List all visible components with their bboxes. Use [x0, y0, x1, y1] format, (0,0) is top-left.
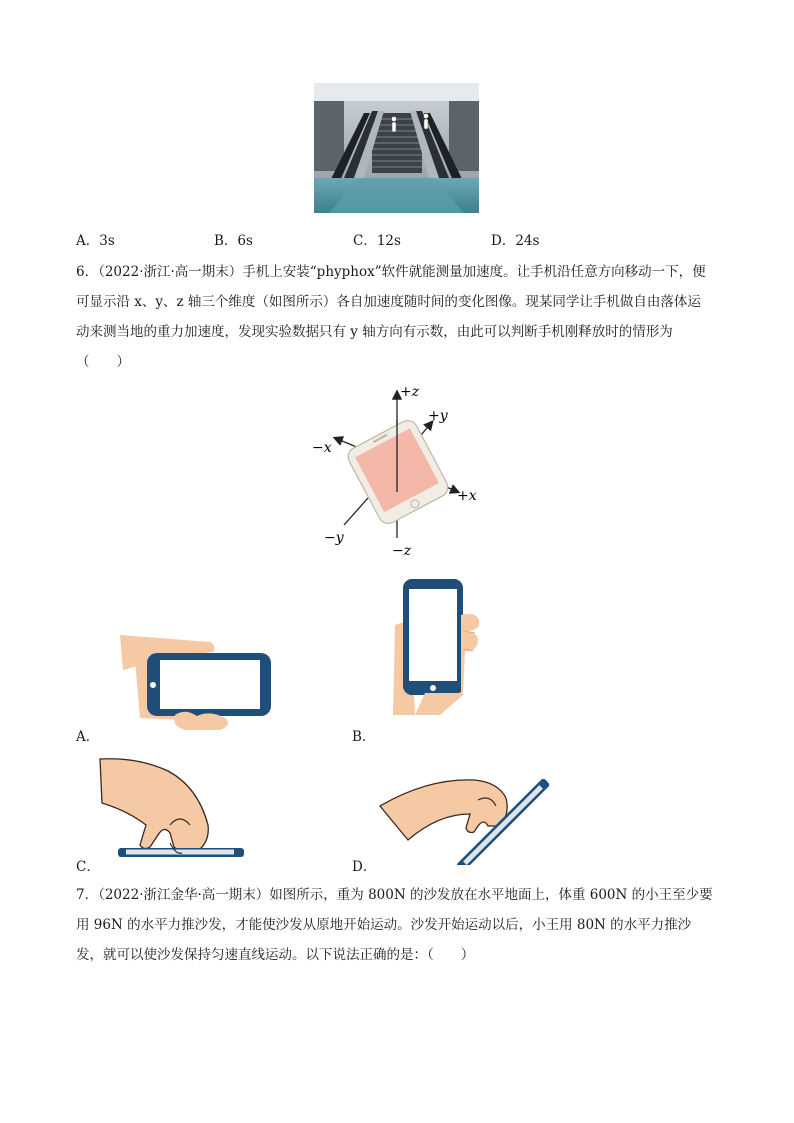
q7-line-1: 7．（2022·浙江金华·高一期末）如图所示，重为 800N 的沙发放在水平地面上，体重 600N 的小王至少要 [76, 887, 713, 903]
axis-label-nx: −x [312, 440, 332, 456]
axis-label-px: +x [457, 488, 477, 504]
option-text: 24s [515, 233, 540, 249]
q6-option-d-image[interactable] [378, 770, 553, 865]
q5-option-c[interactable] [353, 229, 401, 249]
axis-label-pz: +z [400, 384, 420, 400]
option-letter: C． [353, 233, 377, 249]
q6-option-c-label[interactable]: C． [76, 859, 100, 875]
q5-option-b[interactable] [214, 229, 253, 249]
option-text: 12s [376, 233, 401, 249]
axis-label-py: +y [428, 408, 448, 424]
option-text: 3s [99, 233, 115, 249]
option-text: 6s [237, 233, 253, 249]
q6-option-d-label[interactable]: D． [352, 859, 377, 875]
phone-axes-figure [310, 380, 490, 560]
q6-option-b-label[interactable]: B． [352, 729, 376, 745]
q6-option-a-label[interactable]: A． [76, 729, 100, 745]
q6-line-2: 可显示沿 x、y、z 轴三个维度（如图所示）各自加速度随时间的变化图像。现某同学让手机做自由落体运 [76, 294, 701, 310]
axis-label-nz: −z [392, 543, 412, 559]
escalator-photo [314, 83, 479, 213]
q7-line-2: 用 96N 的水平力推沙发，才能使沙发从原地开始运动。沙发开始运动以后，小王用 80N 的水平力推沙 [76, 917, 692, 933]
q6-line-3: 动来测当地的重力加速度，发现实验数据只有 y 轴方向有示数，由此可以判断手机刚释放时的情形为 [76, 324, 673, 340]
q5-option-a[interactable] [76, 229, 115, 249]
q6-line-1: 6．（2022·浙江·高一期末）手机上安装“phyphox”软件就能测量加速度。让手机沿任意方向移动一下，便 [76, 264, 706, 280]
q6-line-4: （ ） [76, 354, 130, 370]
q6-option-b-image[interactable] [385, 575, 495, 720]
option-letter: B． [214, 233, 238, 249]
q5-option-d[interactable] [491, 229, 539, 249]
axis-label-ny: −y [324, 530, 344, 546]
option-letter: A． [76, 233, 100, 249]
q6-option-c-image[interactable] [98, 755, 248, 865]
q6-option-a-image[interactable] [115, 630, 280, 735]
q7-line-3: 发，就可以使沙发保持匀速直线运动。以下说法正确的是：（ ） [76, 947, 475, 963]
option-letter: D． [491, 233, 516, 249]
